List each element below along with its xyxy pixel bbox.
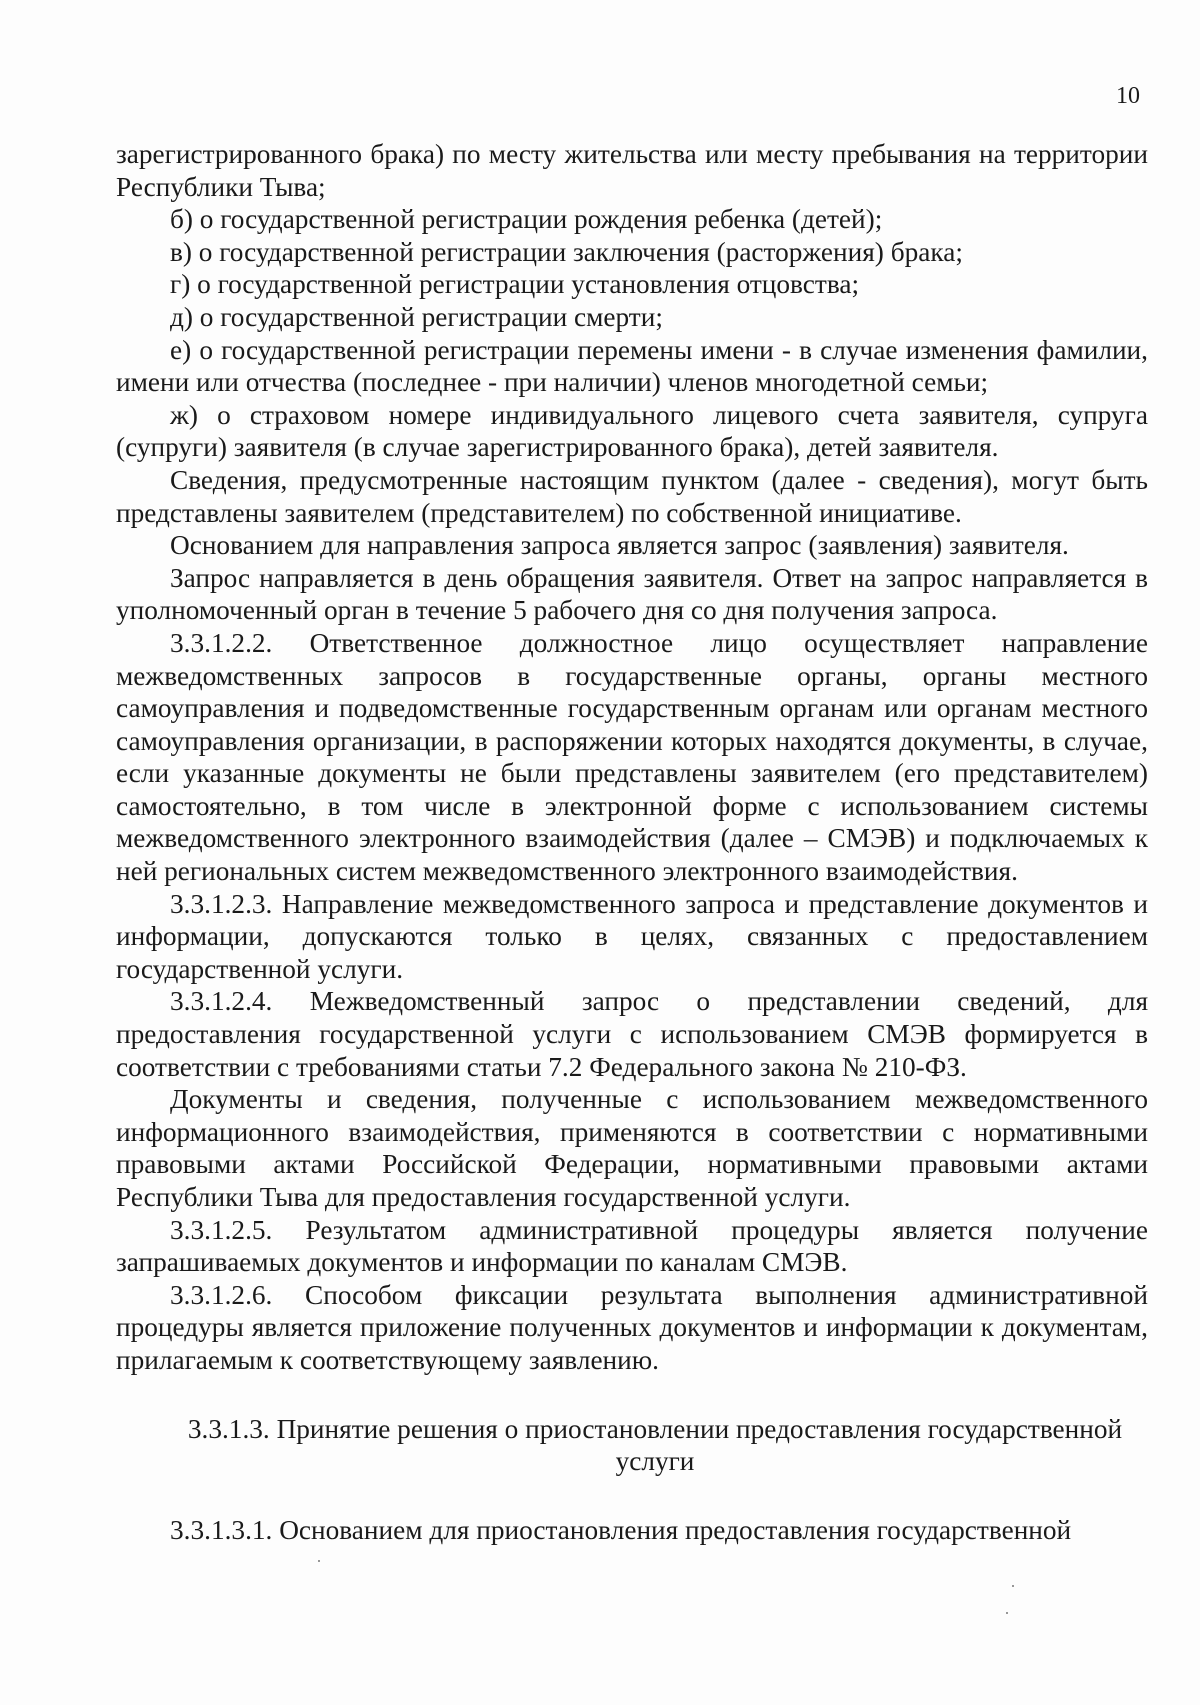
paragraph-basis: Основанием для направления запроса является запрос (заявления) заявителя.: [170, 530, 1069, 561]
paragraph-item-e: е) о государственной регистрации перемены имени - в случае изменения фамилии, имени или отчества (последнее - при наличии) членов многодетной семьи;: [116, 334, 1148, 398]
paragraph-item-zh: ж) о страховом номере индивидуального лицевого счета заявителя, супруга (супруги) заявителя (в случае зарегистрированного брака), детей заявителя.: [116, 399, 1148, 463]
paragraph-documents: Документы и сведения, полученные с использованием межведомственного информационного взаимодействия, применяются в соответствии с нормативными правовыми актами Российской Федерации, нормативными правовыми актами Республики Тыва для предоставления государственной услуги.: [116, 1084, 1148, 1212]
paragraph-3-3-1-2-4: 3.3.1.2.4. Межведомственный запрос о представлении сведений, для предоставления государственной услуги с использованием СМЭВ формируется в соответствии с требованиями статьи 7.2 Федерального закона № 210-ФЗ.: [116, 986, 1148, 1082]
paragraph-info: Сведения, предусмотренные настоящим пунктом (далее - сведения), могут быть представлены заявителем (представителем) по собственной инициативе.: [116, 464, 1148, 528]
paragraph-request-timing: Запрос направляется в день обращения заявителя. Ответ на запрос направляется в уполномоченный орган в течение 5 рабочего дня со дня получения запроса.: [116, 562, 1148, 626]
paragraph-item-d: д) о государственной регистрации смерти;: [170, 301, 663, 332]
paragraph-3-3-1-2-6: 3.3.1.2.6. Способом фиксации результата выполнения административной процедуры является приложение полученных документов и информации к документам, прилагаемым к соответствующему заявлению.: [116, 1279, 1148, 1375]
paragraph-3-3-1-2-5: 3.3.1.2.5. Результатом административной процедуры является получение запрашиваемых документов и информации по каналам СМЭВ.: [116, 1214, 1148, 1278]
paragraph-continuation: зарегистрированного брака) по месту жительства или месту пребывания на территории Республики Тыва;: [116, 139, 1148, 202]
paragraph-3-3-1-2-2: 3.3.1.2.2. Ответственное должностное лицо осуществляет направление межведомственных запросов в государственные органы, органы местного самоуправления и подведомственные государственным органам или органам местного самоуправления организации, в распоряжении которых находятся документы, в случае, если указанные документы не были представлены заявителем (его представителем) самостоятельно, в том числе в электронной форме с использованием системы межведомственного электронного взаимодействия (далее – СМЭВ) и подключаемых к ней региональных систем межведомственного электронного взаимодействия.: [116, 627, 1148, 887]
page-number: 10: [1116, 83, 1140, 109]
paragraph-item-v: в) о государственной регистрации заключения (расторжения) брака;: [170, 236, 963, 267]
scan-speck: [1012, 1585, 1014, 1587]
paragraph-item-g: г) о государственной регистрации установления отцовства;: [170, 269, 860, 300]
scan-speck: [1006, 1612, 1008, 1614]
paragraph-3-3-1-3-1: 3.3.1.3.1. Основанием для приостановления предоставления государственной: [170, 1514, 1072, 1545]
paragraph-3-3-1-2-3: 3.3.1.2.3. Направление межведомственного запроса и представление документов и информации, допускаются только в целях, связанных с предоставлением государственной услуги.: [116, 888, 1148, 984]
section-heading: 3.3.1.3. Принятие решения о приостановлении предоставления государственной услуги: [187, 1413, 1123, 1477]
document-body: [116, 138, 1148, 1546]
paragraph-item-b: б) о государственной регистрации рождения ребенка (детей);: [170, 204, 883, 235]
scan-speck: [318, 1560, 320, 1562]
